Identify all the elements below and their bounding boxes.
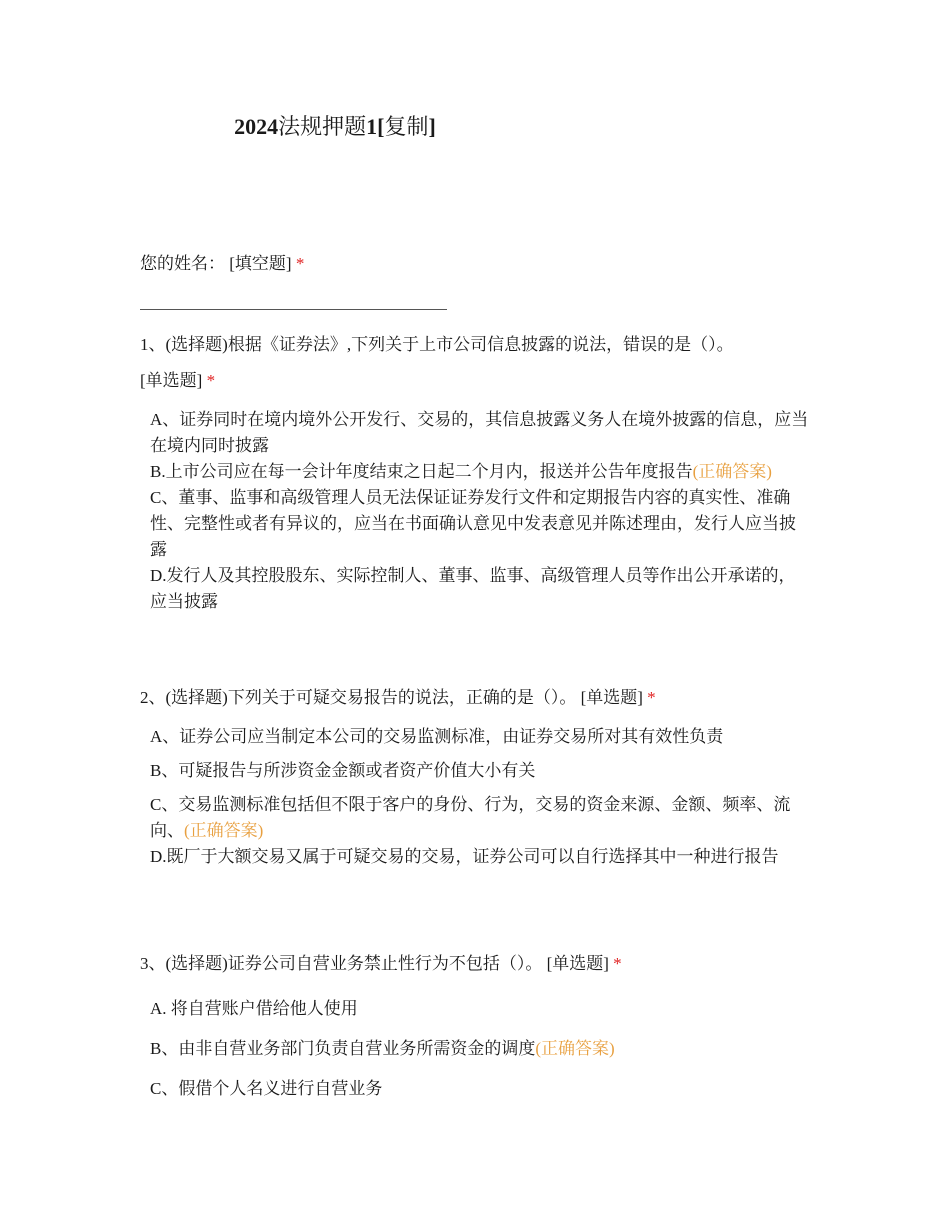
- correct-answer-tag: (正确答案): [184, 821, 264, 840]
- option-text: C、交易监测标准包括但不限于客户的身份、行为，交易的资金来源、金额、频率、流向、: [150, 795, 791, 840]
- question-3-type: [单选题]: [546, 954, 609, 973]
- question-1-option-c[interactable]: [140, 485, 810, 563]
- question-2-option-a[interactable]: [140, 724, 810, 750]
- title-part-num2: 1[: [366, 114, 385, 139]
- required-mark: *: [647, 688, 656, 707]
- option-text: D.既厂于大额交易又属于可疑交易的交易，证券公司可以自行选择其中一种进行报告: [150, 847, 779, 866]
- name-question: [140, 252, 810, 276]
- question-3-option-a[interactable]: [140, 996, 810, 1022]
- title-part-copy: 复制: [384, 114, 429, 139]
- correct-answer-tag: (正确答案): [535, 1039, 615, 1058]
- question-1-text: 1、(选择题)根据《证券法》,下列关于上市公司信息披露的说法，错误的是（）。: [140, 335, 734, 354]
- question-2-text: 2、(选择题)下列关于可疑交易报告的说法，正确的是（）。: [140, 688, 577, 707]
- question-2-options: [140, 724, 810, 870]
- question-1-type-line: [140, 369, 810, 393]
- question-3-option-c[interactable]: [140, 1076, 810, 1102]
- question-3: [140, 952, 810, 1102]
- name-question-label: 您的姓名：: [140, 254, 225, 273]
- page-title: [0, 112, 810, 142]
- question-1-options: [140, 407, 810, 615]
- name-answer-line[interactable]: [140, 309, 447, 310]
- required-mark: *: [206, 371, 216, 390]
- question-1-option-d[interactable]: [140, 563, 810, 615]
- required-mark: *: [613, 954, 622, 973]
- option-text: B.上市公司应在每一会计年度结束之日起二个月内，报送并公告年度报告: [150, 462, 693, 481]
- question-1: [140, 333, 810, 615]
- option-text: A、证券同时在境内境外公开发行、交易的，其信息披露义务人在境外披露的信息，应当在境内同时披露: [150, 410, 809, 455]
- question-2-text-line: [140, 686, 810, 710]
- option-text: B、由非自营业务部门负责自营业务所需资金的调度: [150, 1039, 536, 1058]
- option-text: D.发行人及其控股股东、实际控制人、董事、监事、高级管理人员等作出公开承诺的，应当披露: [150, 566, 796, 611]
- required-mark: *: [295, 254, 305, 273]
- question-3-text: 3、(选择题)证券公司自营业务禁止性行为不包括（）。: [140, 954, 543, 973]
- title-part-num: 2024: [234, 114, 279, 139]
- question-2-option-b[interactable]: [140, 758, 810, 784]
- question-2-option-c[interactable]: [140, 792, 810, 844]
- question-1-option-a[interactable]: [140, 407, 810, 459]
- question-2-option-d[interactable]: [140, 844, 810, 870]
- question-3-options: [140, 996, 810, 1102]
- question-1-type: [单选题]: [140, 371, 203, 390]
- question-3-text-line: [140, 952, 810, 976]
- correct-answer-tag: (正确答案): [692, 462, 772, 481]
- question-3-option-b[interactable]: [140, 1036, 810, 1062]
- option-text: C、假借个人名义进行自营业务: [150, 1079, 383, 1098]
- question-2: [140, 686, 810, 870]
- option-text: C、董事、监事和高级管理人员无法保证证券发行文件和定期报告内容的真实性、准确性、完整性或者有异议的，应当在书面确认意见中发表意见并陈述理由，发行人应当披露: [150, 488, 796, 559]
- question-2-type: [单选题]: [580, 688, 643, 707]
- title-part-end: ]: [428, 114, 436, 139]
- title-part-mid: 法规押题: [278, 114, 367, 139]
- question-1-option-b[interactable]: [140, 459, 810, 485]
- option-text: B、可疑报告与所涉资金金额或者资产价值大小有关: [150, 761, 536, 780]
- option-text: A. 将自营账户借给他人使用: [150, 999, 358, 1018]
- option-text: A、证券公司应当制定本公司的交易监测标准，由证券交易所对其有效性负责: [150, 727, 724, 746]
- name-question-type: [填空题]: [229, 254, 292, 273]
- name-question-line: [140, 252, 810, 276]
